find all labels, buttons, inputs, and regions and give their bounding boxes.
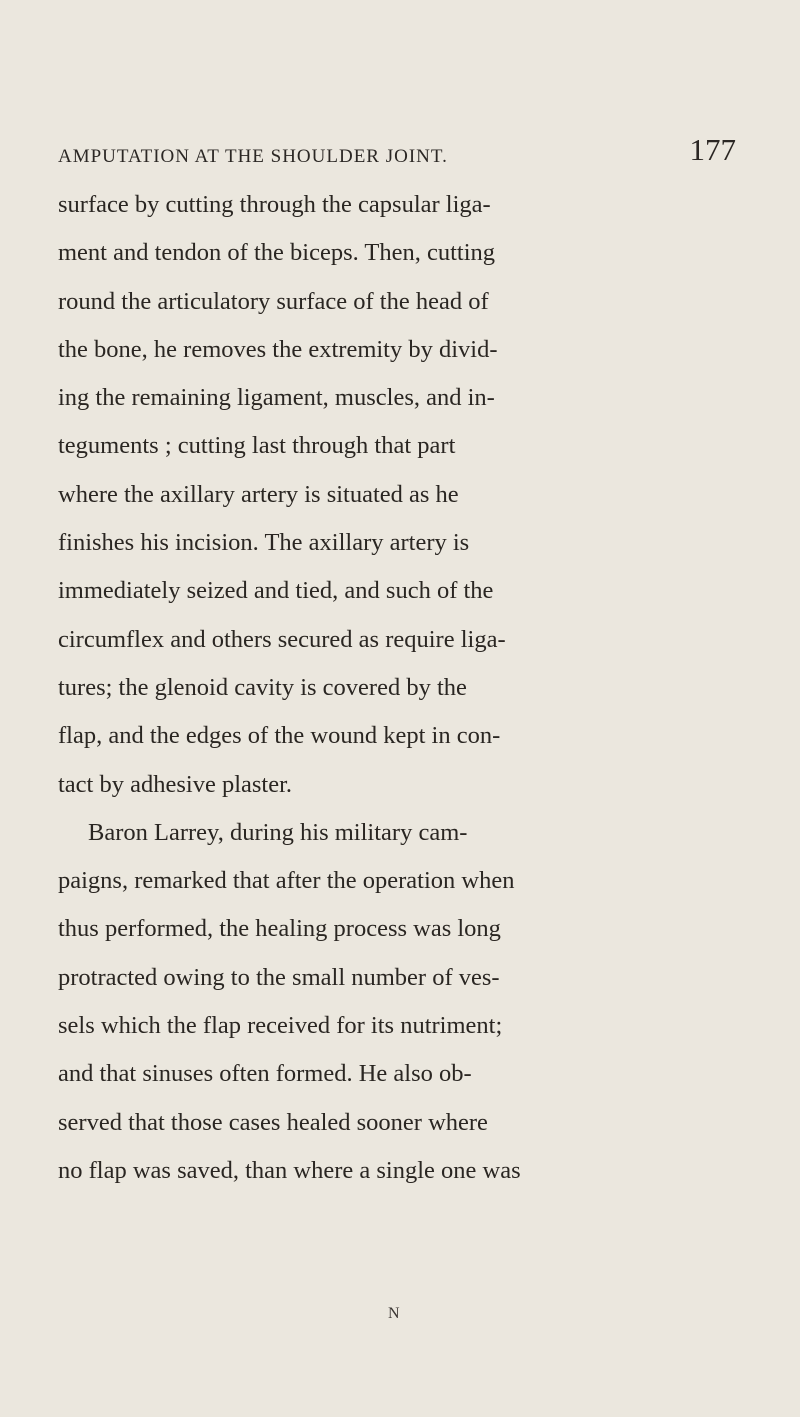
page-number: 177 bbox=[689, 132, 736, 167]
running-title: AMPUTATION AT THE SHOULDER JOINT. bbox=[58, 146, 448, 167]
text-line: and that sinuses often formed. He also ob- bbox=[58, 1060, 472, 1088]
text-line: no flap was saved, than where a single one was bbox=[58, 1156, 521, 1184]
text-line: teguments ; cutting last through that part bbox=[58, 432, 456, 460]
text-line: tures; the glenoid cavity is covered by the bbox=[58, 673, 467, 701]
text-line: round the articulatory surface of the head of bbox=[58, 287, 489, 315]
running-header bbox=[58, 132, 746, 178]
text-line: protracted owing to the small number of ves- bbox=[58, 963, 500, 991]
text-line: tact by adhesive plaster. bbox=[58, 770, 293, 798]
text-line: immediately seized and tied, and such of the bbox=[58, 577, 494, 605]
text-line: sels which the flap received for its nutriment; bbox=[58, 1012, 503, 1040]
text-line: served that those cases healed sooner where bbox=[58, 1108, 488, 1136]
text-line: where the axillary artery is situated as he bbox=[58, 480, 459, 508]
text-line: finishes his incision. The axillary artery is bbox=[58, 529, 470, 557]
text-line: ment and tendon of the biceps. Then, cutting bbox=[58, 239, 496, 267]
body-text bbox=[58, 181, 744, 1195]
text-line: circumflex and others secured as require liga- bbox=[58, 625, 506, 653]
text-line: thus performed, the healing process was long bbox=[58, 915, 501, 943]
signature-mark: N bbox=[388, 1305, 400, 1322]
text-line: the bone, he removes the extremity by divid- bbox=[58, 335, 498, 363]
paragraph-first-line: Baron Larrey, during his military cam- bbox=[88, 818, 468, 846]
text-line: paigns, remarked that after the operation when bbox=[58, 867, 515, 895]
text-line: flap, and the edges of the wound kept in con- bbox=[58, 722, 501, 750]
text-line: surface by cutting through the capsular liga- bbox=[58, 191, 491, 218]
text-line: ing the remaining ligament, muscles, and in- bbox=[58, 384, 495, 412]
